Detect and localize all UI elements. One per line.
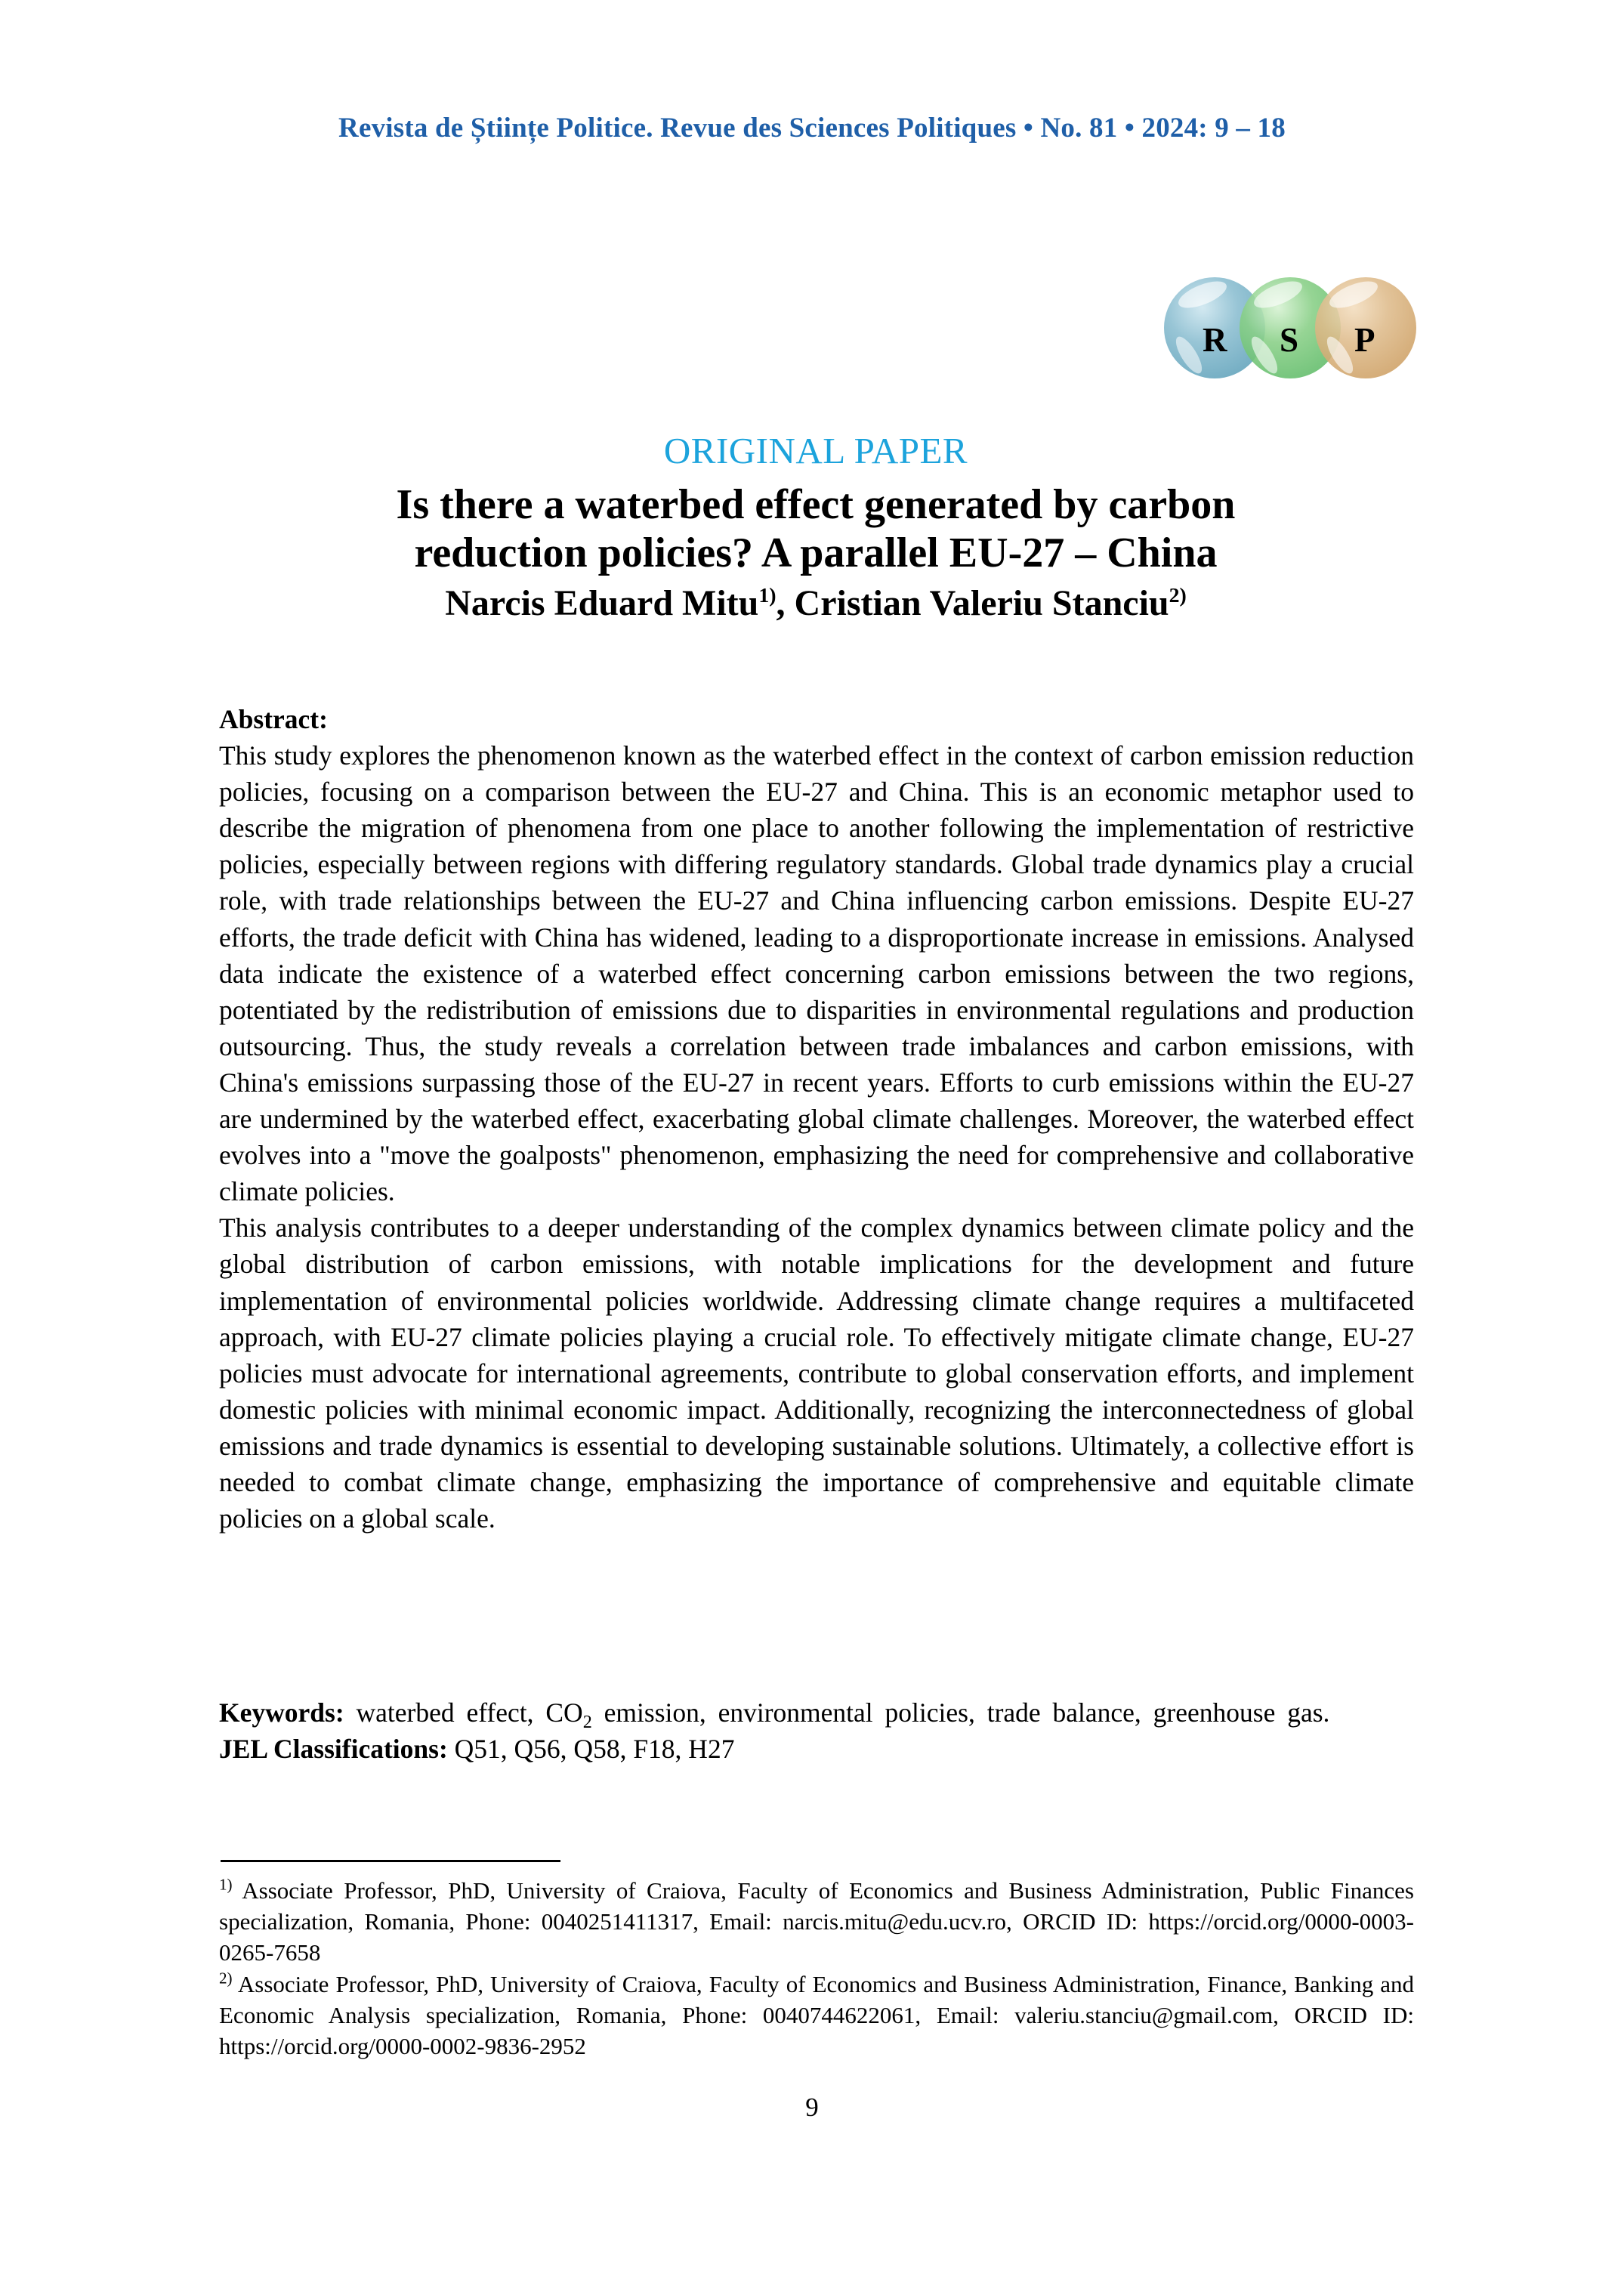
jel-value: Q51, Q56, Q58, F18, H27	[447, 1734, 735, 1765]
footnote-marker-1: 1)	[219, 1875, 233, 1894]
keywords-value-part-2: emission, environmental policies, trade balance, greenhouse gas.	[591, 1697, 1330, 1728]
author-footnote-marker-2[interactable]: 2)	[1169, 583, 1187, 607]
rsp-journal-logo	[1150, 266, 1438, 387]
abstract-label: Abstract:	[219, 704, 328, 734]
keywords-label: Keywords:	[219, 1697, 344, 1728]
running-head: Revista de Științe Politice. Revue des Sciences Politiques • No. 81 • 2024: 9 – 18	[338, 113, 1286, 144]
co2-subscript: 2	[582, 1712, 592, 1733]
footnote-2-text: Associate Professor, PhD, University of Craiova, Faculty of Economics and Business Administration, Finance, Banking and Economic Analysis specialization, Romania, Phone: 0040744622061, Email: valeriu.stanciu@gmail.com, ORCID ID: https://orcid.org/0000-0002-9836-2952	[219, 1970, 1414, 2060]
author-separator: ,	[776, 582, 795, 623]
abstract-section	[219, 701, 1414, 1537]
svg-text:R: R	[1203, 321, 1227, 359]
svg-text:S: S	[1280, 321, 1299, 359]
page-title	[219, 481, 1413, 578]
paper-title-line-2: reduction policies? A parallel EU-27 – China	[414, 529, 1218, 576]
abstract-paragraph-2: This analysis contributes to a deeper understanding of the complex dynamics between climate policy and the global distribution of carbon emissions, with notable implications for the development and future implementation of environmental policies worldwide. Addressing climate change requires a multifaceted approach, with EU-27 climate policies playing a crucial role. To effectively mitigate climate change, EU-27 policies must advocate for international agreements, contribute to global conservation efforts, and implement domestic policies with minimal economic impact. Additionally, recognizing the interconnectedness of global emissions and trade dynamics is essential to developing sustainable solutions. Ultimately, a collective effort is needed to combat climate change, emphasizing the importance of comprehensive and equitable climate policies on a global scale.	[219, 1212, 1414, 1534]
jel-line	[219, 1731, 1414, 1767]
abstract-paragraph-1: This study explores the phenomenon known as the waterbed effect in the context of carbon emission reduction policies, focusing on a comparison between the EU-27 and China. This is an economic metaphor used to describe the migration of phenomena from one place to another following the implementation of restrictive policies, especially between regions with differing regulatory standards. Global trade dynamics play a crucial role, with trade relationships between the EU-27 and China influencing carbon emissions. Despite EU-27 efforts, the trade deficit with China has widened, leading to a disproportionate increase in emissions. Analysed data indicate the existence of a waterbed effect concerning carbon emissions between the two regions, potentiated by the redistribution of emissions due to disparities in environmental regulations and production outsourcing. Thus, the study reveals a correlation between trade imbalances and carbon emissions, with China's emissions surpassing those of the EU-27 in recent years. Efforts to curb emissions within the EU-27 are undermined by the waterbed effect, exacerbating global climate challenges. Moreover, the waterbed effect evolves into a "move the goalposts" phenomenon, emphasizing the need for comprehensive and collaborative climate policies.	[219, 740, 1414, 1207]
jel-label: JEL Classifications:	[219, 1734, 448, 1765]
keywords-value-part-1: waterbed effect, CO	[344, 1697, 583, 1728]
footnote-1-text: Associate Professor, PhD, University of Craiova, Faculty of Economics and Business Administration, Public Finances specialization, Romania, Phone: 0040251411317, Email: narcis.mitu@edu.ucv.ro, ORCID ID: https://orcid.org/0000-0003-0265-7658	[219, 1877, 1414, 1966]
footnote-separator-rule	[221, 1860, 560, 1862]
page-number: 9	[805, 2093, 819, 2122]
author-name-1: Narcis Eduard Mitu	[445, 582, 759, 623]
footnote-marker-2: 2)	[219, 1969, 233, 1988]
footnotes-section	[219, 1875, 1414, 2062]
keywords-jel-block	[219, 1694, 1414, 1767]
logo-sphere-p	[1315, 276, 1416, 378]
title-block	[219, 431, 1413, 625]
keywords-line	[219, 1694, 1414, 1731]
paper-kind-label: ORIGINAL PAPER	[663, 430, 968, 471]
author-name-2: Cristian Valeriu Stanciu	[794, 582, 1169, 623]
paper-title-line-1: Is there a waterbed effect generated by carbon	[396, 480, 1236, 528]
footnote-1	[219, 1875, 1414, 1969]
footnote-2	[219, 1969, 1414, 2062]
svg-text:P: P	[1354, 321, 1375, 359]
author-footnote-marker-1[interactable]: 1)	[758, 583, 776, 607]
author-list	[219, 582, 1413, 625]
